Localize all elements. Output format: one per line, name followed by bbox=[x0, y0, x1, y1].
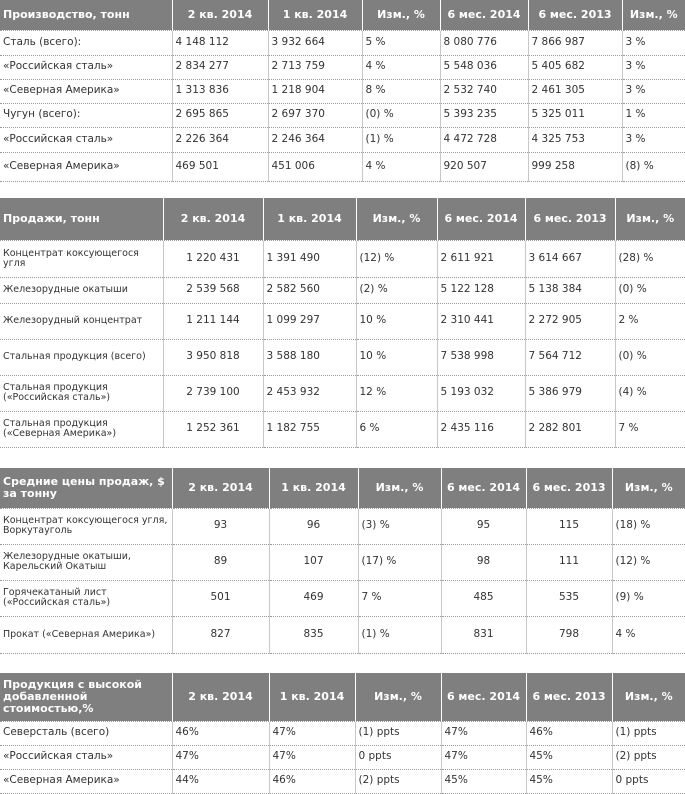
cell: 1 220 431 bbox=[163, 240, 263, 277]
table-row bbox=[0, 152, 685, 181]
cell: 2 282 801 bbox=[525, 411, 615, 447]
table-row bbox=[0, 30, 685, 55]
cell: 4 % bbox=[612, 616, 685, 653]
row-label: Северсталь (всего) bbox=[0, 721, 172, 745]
cell: (0) % bbox=[362, 103, 440, 127]
header-value-added: Продукция с высокой добавленной стоимостью,% bbox=[0, 673, 172, 721]
cell: 3 950 818 bbox=[163, 339, 263, 375]
table-row bbox=[0, 339, 685, 375]
cell: 46% bbox=[269, 769, 355, 793]
cell: 451 006 bbox=[268, 152, 362, 181]
table-row bbox=[0, 103, 685, 127]
cell: (18) % bbox=[612, 508, 685, 544]
header-change-6m: Изм., % bbox=[622, 0, 685, 30]
cell: 7 % bbox=[358, 580, 441, 616]
row-label: Железорудные окатыши bbox=[0, 277, 163, 303]
cell: 5 548 036 bbox=[440, 55, 528, 79]
cell: 1 252 361 bbox=[163, 411, 263, 447]
header-6m-2014: 6 мес. 2014 bbox=[440, 0, 528, 30]
cell: 501 bbox=[172, 580, 269, 616]
header-production: Производство, тонн bbox=[0, 0, 172, 30]
row-label: Стальная продукция (всего) bbox=[0, 339, 163, 375]
header-change: Изм., % bbox=[356, 198, 437, 240]
cell: 6 % bbox=[356, 411, 437, 447]
cell: 5 405 682 bbox=[528, 55, 622, 79]
table-row bbox=[0, 240, 685, 277]
header-sales: Продажи, тонн bbox=[0, 198, 163, 240]
table-row bbox=[0, 277, 685, 303]
cell: 798 bbox=[526, 616, 612, 653]
cell: (1) ppts bbox=[355, 721, 441, 745]
cell: 485 bbox=[441, 580, 526, 616]
cell: 47% bbox=[269, 721, 355, 745]
header-6m-2013: 6 мес. 2013 bbox=[525, 198, 615, 240]
header-change-6m: Изм., % bbox=[612, 468, 685, 508]
row-label: Концентрат коксующегося угля bbox=[0, 240, 163, 277]
cell: 47% bbox=[441, 721, 526, 745]
cell: 45% bbox=[526, 745, 612, 769]
cell: 2 697 370 bbox=[268, 103, 362, 127]
cell: 3 614 667 bbox=[525, 240, 615, 277]
table-row bbox=[0, 580, 685, 616]
cell: 4 325 753 bbox=[528, 127, 622, 152]
cell: 98 bbox=[441, 544, 526, 580]
cell: 96 bbox=[269, 508, 358, 544]
cell: 44% bbox=[172, 769, 269, 793]
cell: (1) % bbox=[362, 127, 440, 152]
cell: 111 bbox=[526, 544, 612, 580]
cell: 3 % bbox=[622, 79, 685, 103]
cell: 3 588 180 bbox=[263, 339, 356, 375]
row-label: «Северная Америка» bbox=[0, 769, 172, 793]
header-prices: Средние цены продаж, $ за тонну bbox=[0, 468, 172, 508]
cell: 827 bbox=[172, 616, 269, 653]
cell: 46% bbox=[172, 721, 269, 745]
table-row bbox=[0, 79, 685, 103]
cell: 95 bbox=[441, 508, 526, 544]
cell: 2 834 277 bbox=[172, 55, 268, 79]
cell: 2 246 364 bbox=[268, 127, 362, 152]
cell: 8 % bbox=[362, 79, 440, 103]
cell: 5 386 979 bbox=[525, 375, 615, 411]
cell: (8) % bbox=[622, 152, 685, 181]
row-label: «Российская сталь» bbox=[0, 745, 172, 769]
header-q2-2014: 2 кв. 2014 bbox=[172, 673, 269, 721]
row-label: «Северная Америка» bbox=[0, 152, 172, 181]
sales-table bbox=[0, 198, 685, 448]
cell: 45% bbox=[441, 769, 526, 793]
table-row bbox=[0, 721, 685, 745]
cell: 10 % bbox=[356, 339, 437, 375]
cell: 4 % bbox=[362, 55, 440, 79]
cell: 7 866 987 bbox=[528, 30, 622, 55]
table-header bbox=[0, 468, 685, 508]
cell: 1 % bbox=[622, 103, 685, 127]
cell: 0 ppts bbox=[612, 769, 685, 793]
table-row bbox=[0, 411, 685, 447]
cell: 3 % bbox=[622, 55, 685, 79]
row-label: «Северная Америка» bbox=[0, 79, 172, 103]
cell: (17) % bbox=[358, 544, 441, 580]
cell: 115 bbox=[526, 508, 612, 544]
cell: (0) % bbox=[615, 277, 685, 303]
cell: 7 538 998 bbox=[437, 339, 525, 375]
table-row bbox=[0, 616, 685, 653]
cell: (9) % bbox=[612, 580, 685, 616]
cell: 535 bbox=[526, 580, 612, 616]
header-q2-2014: 2 кв. 2014 bbox=[163, 198, 263, 240]
header-q2-2014: 2 кв. 2014 bbox=[172, 0, 268, 30]
cell: 2 539 568 bbox=[163, 277, 263, 303]
cell: 469 501 bbox=[172, 152, 268, 181]
cell: 2 713 759 bbox=[268, 55, 362, 79]
cell: (1) ppts bbox=[612, 721, 685, 745]
row-label: Концентрат коксующегося угля, Воркутауголь bbox=[0, 508, 172, 544]
cell: 5 193 032 bbox=[437, 375, 525, 411]
header-6m-2013: 6 мес. 2013 bbox=[526, 673, 612, 721]
header-change-6m: Изм., % bbox=[615, 198, 685, 240]
cell: 5 % bbox=[362, 30, 440, 55]
row-label: Прокат («Северная Америка») bbox=[0, 616, 172, 653]
cell: 2 611 921 bbox=[437, 240, 525, 277]
row-label: Стальная продукция («Российская сталь») bbox=[0, 375, 163, 411]
header-q2-2014: 2 кв. 2014 bbox=[172, 468, 269, 508]
cell: 5 138 384 bbox=[525, 277, 615, 303]
table-header bbox=[0, 198, 685, 240]
cell: 0 ppts bbox=[355, 745, 441, 769]
header-q1-2014: 1 кв. 2014 bbox=[263, 198, 356, 240]
cell: 93 bbox=[172, 508, 269, 544]
row-label: Сталь (всего): bbox=[0, 30, 172, 55]
cell: (2) ppts bbox=[612, 745, 685, 769]
cell: 8 080 776 bbox=[440, 30, 528, 55]
cell: 999 258 bbox=[528, 152, 622, 181]
value-added-table bbox=[0, 673, 685, 794]
row-label: «Российская сталь» bbox=[0, 127, 172, 152]
cell: (28) % bbox=[615, 240, 685, 277]
cell: 469 bbox=[269, 580, 358, 616]
production-table bbox=[0, 0, 685, 182]
cell: (12) % bbox=[612, 544, 685, 580]
cell: 47% bbox=[172, 745, 269, 769]
cell: 1 099 297 bbox=[263, 303, 356, 339]
table-row bbox=[0, 745, 685, 769]
cell: 2 695 865 bbox=[172, 103, 268, 127]
cell: (4) % bbox=[615, 375, 685, 411]
cell: 4 472 728 bbox=[440, 127, 528, 152]
cell: 7 564 712 bbox=[525, 339, 615, 375]
cell: 47% bbox=[269, 745, 355, 769]
cell: 46% bbox=[526, 721, 612, 745]
header-q1-2014: 1 кв. 2014 bbox=[269, 468, 358, 508]
table-row bbox=[0, 127, 685, 152]
cell: 2 582 560 bbox=[263, 277, 356, 303]
row-label: Железорудные окатыши, Карельский Окатыш bbox=[0, 544, 172, 580]
cell: 3 % bbox=[622, 127, 685, 152]
header-6m-2013: 6 мес. 2013 bbox=[526, 468, 612, 508]
cell: 10 % bbox=[356, 303, 437, 339]
cell: 3 % bbox=[622, 30, 685, 55]
cell: 2 310 441 bbox=[437, 303, 525, 339]
cell: 89 bbox=[172, 544, 269, 580]
row-label: Стальная продукция («Северная Америка») bbox=[0, 411, 163, 447]
table-row bbox=[0, 544, 685, 580]
header-change-6m: Изм., % bbox=[612, 673, 685, 721]
cell: 2 % bbox=[615, 303, 685, 339]
row-label: «Российская сталь» bbox=[0, 55, 172, 79]
cell: 2 532 740 bbox=[440, 79, 528, 103]
cell: (12) % bbox=[356, 240, 437, 277]
cell: 835 bbox=[269, 616, 358, 653]
cell: 1 218 904 bbox=[268, 79, 362, 103]
row-label: Горячекатаный лист («Российская сталь») bbox=[0, 580, 172, 616]
row-label: Железорудный концентрат bbox=[0, 303, 163, 339]
header-6m-2014: 6 мес. 2014 bbox=[441, 468, 526, 508]
cell: (2) ppts bbox=[355, 769, 441, 793]
cell: (1) % bbox=[358, 616, 441, 653]
cell: 2 272 905 bbox=[525, 303, 615, 339]
cell: 2 435 116 bbox=[437, 411, 525, 447]
cell: 107 bbox=[269, 544, 358, 580]
cell: 2 461 305 bbox=[528, 79, 622, 103]
cell: 7 % bbox=[615, 411, 685, 447]
cell: 920 507 bbox=[440, 152, 528, 181]
cell: (2) % bbox=[356, 277, 437, 303]
cell: 4 148 112 bbox=[172, 30, 268, 55]
table-row bbox=[0, 55, 685, 79]
cell: 45% bbox=[526, 769, 612, 793]
row-label: Чугун (всего): bbox=[0, 103, 172, 127]
cell: 5 393 235 bbox=[440, 103, 528, 127]
header-change: Изм., % bbox=[355, 673, 441, 721]
header-q1-2014: 1 кв. 2014 bbox=[268, 0, 362, 30]
cell: 1 391 490 bbox=[263, 240, 356, 277]
cell: 4 % bbox=[362, 152, 440, 181]
table-row bbox=[0, 508, 685, 544]
cell: (0) % bbox=[615, 339, 685, 375]
table-row bbox=[0, 375, 685, 411]
header-6m-2013: 6 мес. 2013 bbox=[528, 0, 622, 30]
cell: 831 bbox=[441, 616, 526, 653]
cell: 5 325 011 bbox=[528, 103, 622, 127]
cell: 1 211 144 bbox=[163, 303, 263, 339]
cell: 2 226 364 bbox=[172, 127, 268, 152]
cell: 1 313 836 bbox=[172, 79, 268, 103]
cell: (3) % bbox=[358, 508, 441, 544]
cell: 12 % bbox=[356, 375, 437, 411]
header-6m-2014: 6 мес. 2014 bbox=[437, 198, 525, 240]
table-row bbox=[0, 303, 685, 339]
header-change: Изм., % bbox=[362, 0, 440, 30]
header-q1-2014: 1 кв. 2014 bbox=[269, 673, 355, 721]
header-change: Изм., % bbox=[358, 468, 441, 508]
cell: 1 182 755 bbox=[263, 411, 356, 447]
prices-table bbox=[0, 468, 685, 654]
table-header bbox=[0, 673, 685, 721]
cell: 5 122 128 bbox=[437, 277, 525, 303]
header-6m-2014: 6 мес. 2014 bbox=[441, 673, 526, 721]
table-row bbox=[0, 769, 685, 793]
cell: 47% bbox=[441, 745, 526, 769]
cell: 2 739 100 bbox=[163, 375, 263, 411]
table-header bbox=[0, 0, 685, 30]
cell: 2 453 932 bbox=[263, 375, 356, 411]
cell: 3 932 664 bbox=[268, 30, 362, 55]
